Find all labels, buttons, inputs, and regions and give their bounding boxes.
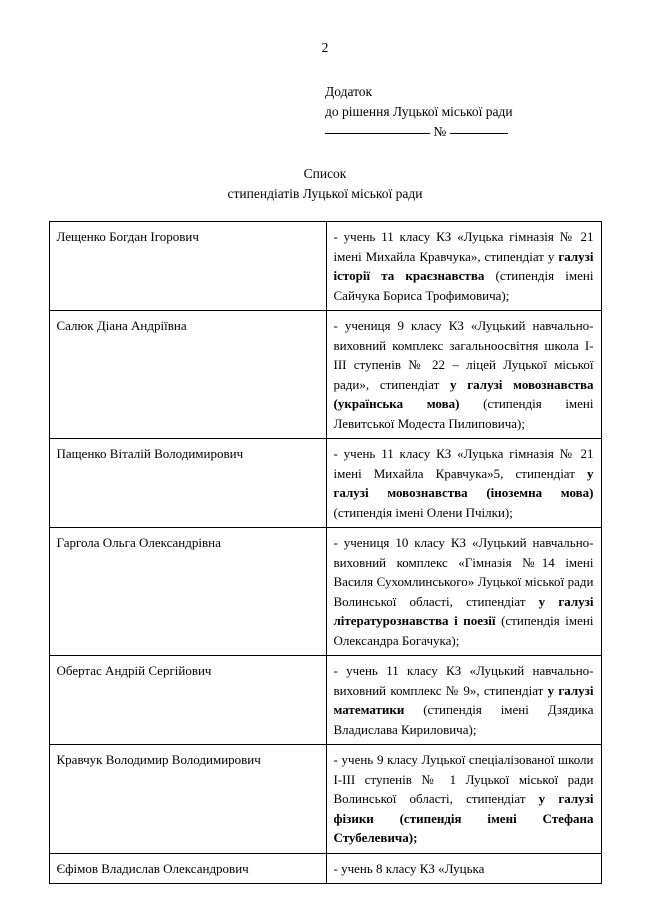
table-row <box>49 439 601 528</box>
scholar-description-text <box>334 859 594 879</box>
header-number-line <box>325 122 625 142</box>
description-emphasis: у галузі мовознавства (іноземна мова) <box>333 465 594 501</box>
description-text: (стипендія імені Сайчука Бориса Трофимовича); <box>333 268 594 303</box>
header-decision-line: до рішення Луцької міської ради <box>325 103 513 119</box>
scholar-description-text <box>334 533 594 650</box>
scholar-description <box>326 528 601 656</box>
document-title <box>25 164 625 205</box>
title-sub: стипендіатів Луцької міської ради <box>227 185 423 201</box>
table-row <box>49 656 601 745</box>
scholar-description-text <box>334 316 594 433</box>
description-text: - учень 8 класу КЗ «Луцька <box>333 860 485 876</box>
scholar-name: Єфімов Владислав Олександрович <box>49 853 326 884</box>
table-row <box>49 528 601 656</box>
header-appendix-label: Додаток <box>325 84 373 99</box>
scholar-description <box>326 745 601 854</box>
date-blank-line <box>325 133 430 134</box>
description-emphasis: у галузі літературознавства і поезії <box>333 593 594 629</box>
scholar-description <box>326 656 601 745</box>
table-row <box>49 745 601 854</box>
document-header <box>325 82 625 142</box>
description-text: (стипендія імені Левитської Модеста Пилиповича); <box>333 396 594 431</box>
table-row <box>49 311 601 439</box>
description-text: - учень 11 класу КЗ «Луцька гімназія № 21 імені Михайла Кравчука»5, стипендіат <box>333 446 594 481</box>
scholar-description-text <box>334 444 594 522</box>
number-blank-line <box>450 133 508 134</box>
table-body <box>49 222 601 884</box>
description-emphasis: галузі історії та краєзнавства <box>333 248 594 284</box>
description-emphasis: у галузі мовознавства (українська мова) <box>333 376 594 412</box>
scholar-description <box>326 853 601 884</box>
page-number: 2 <box>321 40 329 55</box>
scholar-name: Салюк Діана Андріївна <box>49 311 326 439</box>
description-emphasis: у галузі фізики (стипендія імені Стефана Стубелевича); <box>333 791 594 846</box>
description-text: - учениця 9 класу КЗ «Луцький навчально-виховний комплекс загальноосвітня школа I-III ступенів № 22 – ліцей Луцької міської ради», стипендіат <box>333 318 594 392</box>
scholar-name: Гаргола Ольга Олександрівна <box>49 528 326 656</box>
scholar-description <box>326 222 601 311</box>
scholar-description <box>326 311 601 439</box>
description-emphasis: у галузі математики <box>333 682 594 718</box>
scholar-name: Лещенко Богдан Ігорович <box>49 222 326 311</box>
title-main: Список <box>303 165 347 181</box>
scholar-name: Обертас Андрій Сергійович <box>49 656 326 745</box>
description-text: (стипендія імені Дзядика Владислава Кириловича); <box>333 702 594 737</box>
description-text: - учень 11 класу КЗ «Луцька гімназія № 21 імені Михайла Кравчука», стипендіат у <box>333 229 594 264</box>
scholar-description-text <box>334 227 594 305</box>
scholar-name: Кравчук Володимир Володимирович <box>49 745 326 854</box>
scholars-table <box>49 221 602 884</box>
table-row <box>49 853 601 884</box>
scholar-description-text <box>334 750 594 848</box>
scholar-name: Пащенко Віталій Володимирович <box>49 439 326 528</box>
description-text: (стипендія імені Олени Пчілки); <box>333 504 513 520</box>
description-text: - учень 11 класу КЗ «Луцький навчально-виховний комплекс № 9», стипендіат <box>333 663 594 698</box>
scholar-description <box>326 439 601 528</box>
number-symbol: № <box>433 124 447 140</box>
scholar-description-text <box>334 661 594 739</box>
description-text: - учень 9 класу Луцької спеціалізованої школи I-III ступенів № 1 Луцької міської ради Волинської області, стипендіат <box>333 752 594 807</box>
description-text: - учениця 10 класу КЗ «Луцький навчально-виховний комплекс «Гімназія №14 імені Василя Сухомлинського» Луцької міської ради Волинської області, стипендіат <box>333 535 594 609</box>
table-row <box>49 222 601 311</box>
description-text: (стипендія імені Олександра Богачука); <box>333 613 594 648</box>
